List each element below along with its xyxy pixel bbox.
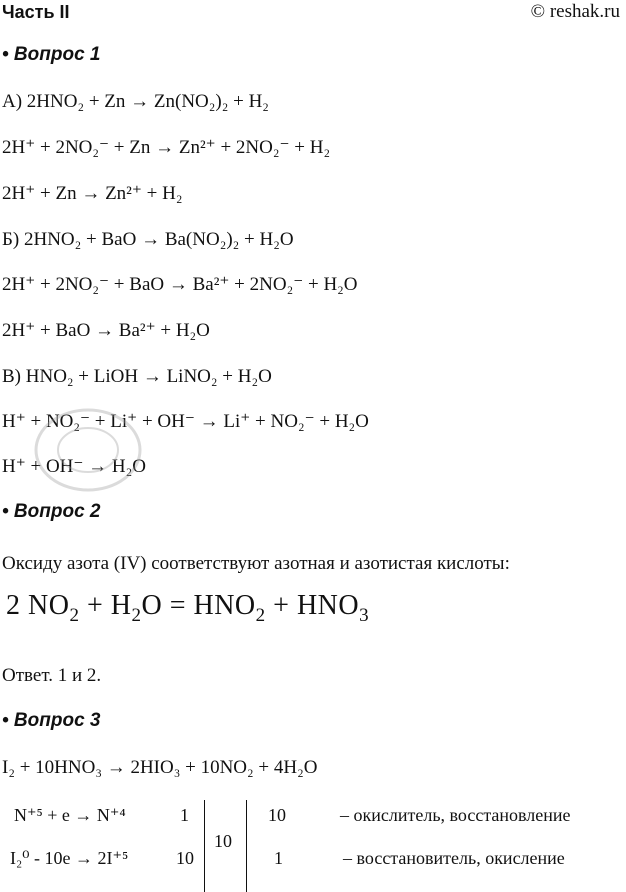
q1-line: В) HNO₂ + LiOH → LiNO₂ + H₂O xyxy=(2,366,272,387)
q1-line: H⁺ + OH⁻ → H₂O xyxy=(2,456,147,477)
electrons-2: 10 xyxy=(176,848,194,868)
question-3-heading: • Вопрос 3 xyxy=(2,710,101,731)
divider-left xyxy=(204,800,205,892)
nitrogen-dioxide-equation: 2 $NO_2 + H_2O = HNO_2 + HNO_3$ xyxy=(6,590,370,626)
question-2-heading: • Вопрос 2 xyxy=(2,501,101,522)
site-credit: © reshak.ru xyxy=(530,1,620,22)
lcm-value: 10 xyxy=(214,831,232,851)
q3-equation: I₂ + 10HNO₃ → 2HIO₃ + 10NO₂ + 4H₂O xyxy=(2,757,318,778)
divider-right xyxy=(246,800,247,892)
q1-line: 2H⁺ + 2NO₂⁻ + BaO → Ba²⁺ + 2NO₂⁻ + H₂O xyxy=(2,274,358,295)
q2-answer: Ответ. 1 и 2. xyxy=(2,665,102,686)
q1-line: 2H⁺ + BaO → Ba²⁺ + H₂O xyxy=(2,320,210,341)
half-reaction-2: I₂⁰ - 10e → 2I⁺⁵ xyxy=(10,848,129,868)
role-2: – восстановитель, окисление xyxy=(343,848,565,868)
q1-line: H⁺ + NO₂⁻ + Li⁺ + OH⁻ → Li⁺ + NO₂⁻ + H₂O xyxy=(2,411,369,432)
q1-line: Б) 2HNO₂ + BaO → Ba(NO₂)₂ + H₂O xyxy=(2,229,294,250)
half-reaction-1: N⁺⁵ + e → N⁺⁴ xyxy=(14,805,126,825)
q2-text: Оксиду азота (IV) соответствуют азотная и азотистая кислоты: xyxy=(2,553,510,574)
electrons-1: 1 xyxy=(180,805,189,825)
electron-balance-table xyxy=(0,800,626,892)
q1-line: 2H⁺ + 2NO₂⁻ + Zn → Zn²⁺ + 2NO₂⁻ + H₂ xyxy=(2,137,331,158)
part-title: Часть II xyxy=(2,2,70,22)
question-1-heading: • Вопрос 1 xyxy=(2,44,101,65)
coefficient-2: 1 xyxy=(274,848,283,868)
q1-line: А) 2HNO₂ + Zn → Zn(NO₂)₂ + H₂ xyxy=(2,91,269,112)
coefficient-1: 10 xyxy=(268,805,286,825)
q1-line: 2H⁺ + Zn → Zn²⁺ + H₂ xyxy=(2,183,183,204)
role-1: – окислитель, восстановление xyxy=(340,805,571,825)
